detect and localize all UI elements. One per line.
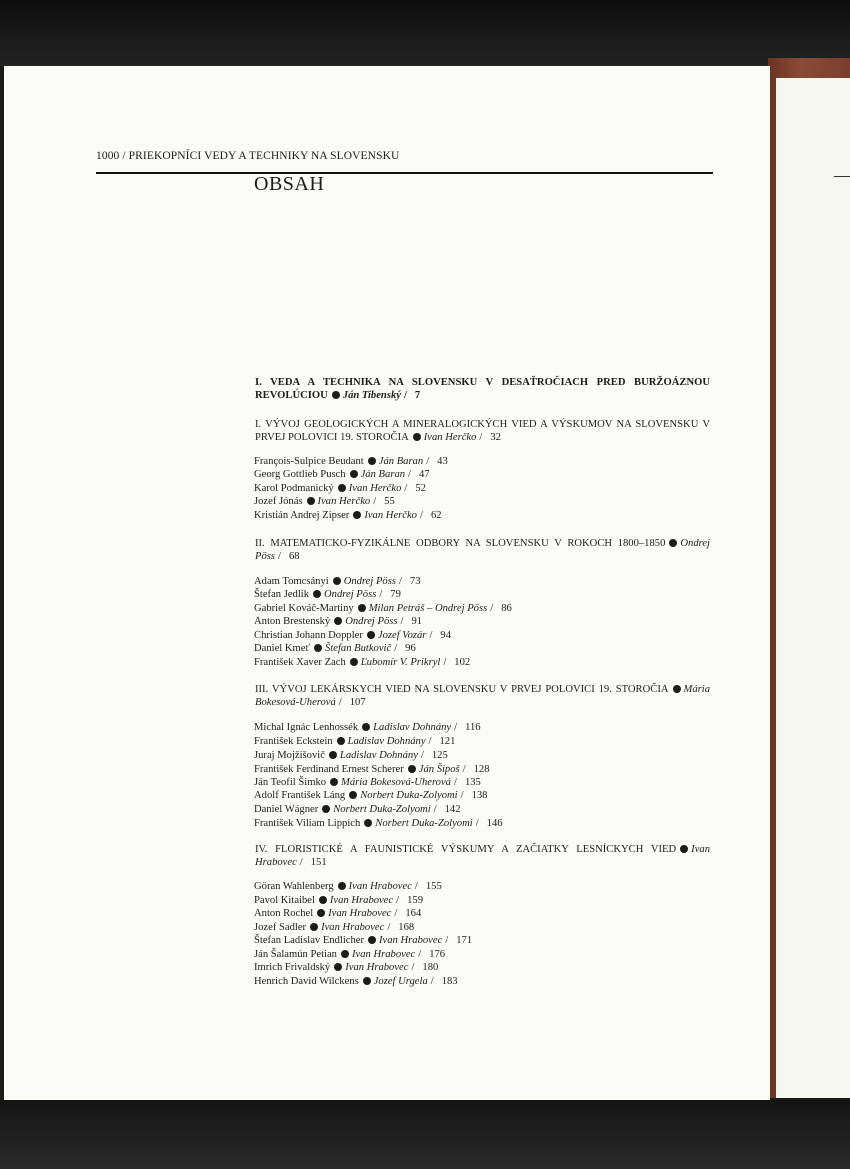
toc-entry-name: François-Sulpice Beudant bbox=[254, 456, 364, 467]
bullet-icon bbox=[310, 923, 318, 931]
toc-entry-name: Štefan Ladislav Endlicher bbox=[254, 935, 365, 946]
scan-background-bottom bbox=[0, 1100, 850, 1169]
toc-slash: / bbox=[490, 603, 494, 614]
toc-slash: / bbox=[475, 818, 479, 829]
toc-author: Jozef Urgela bbox=[373, 976, 428, 987]
toc-entry bbox=[254, 722, 481, 733]
bullet-icon bbox=[669, 539, 677, 547]
bullet-icon bbox=[313, 590, 321, 598]
toc-slash: / bbox=[396, 895, 400, 906]
toc-slash: / bbox=[420, 750, 424, 761]
toc-section-title: I. VÝVOJ GEOLOGICKÝCH A MINERALOGICKÝCH VIED A VÝSKUMOV NA SLOVENSKU V PRVEJ POLOVICI 19. STOROČIA bbox=[255, 419, 710, 444]
toc-slash: / bbox=[418, 949, 422, 960]
toc-page-number: 102 bbox=[454, 657, 471, 668]
toc-entry-name: Ján Teofil Šimko bbox=[254, 777, 327, 788]
bullet-icon bbox=[673, 685, 681, 693]
toc-entry-name: Göran Wahlenberg bbox=[254, 881, 334, 892]
toc-entry bbox=[254, 616, 422, 627]
toc-author: Ivan Herčko bbox=[317, 496, 371, 507]
toc-page-number: 183 bbox=[441, 976, 458, 987]
bullet-icon bbox=[358, 604, 366, 612]
toc-entry-name: Anton Brestenský bbox=[254, 616, 331, 627]
toc-slash: / bbox=[338, 697, 342, 709]
toc-page-number: 73 bbox=[409, 576, 421, 587]
toc-section-title: II. MATEMATICKO-FYZIKÁLNE ODBORY NA SLOVENSKU V ROKOCH 1800–1850 bbox=[255, 538, 666, 549]
toc-page-number: 86 bbox=[501, 603, 512, 614]
toc-slash: / bbox=[373, 496, 377, 507]
bullet-icon bbox=[368, 457, 376, 465]
running-head: 1000 / PRIEKOPNÍCI VEDY A TECHNIKY NA SLOVENSKU bbox=[96, 150, 400, 162]
toc-page-number: 146 bbox=[486, 818, 503, 829]
bullet-icon bbox=[368, 936, 376, 944]
toc-page-number: 96 bbox=[405, 643, 416, 654]
bullet-icon bbox=[338, 882, 346, 890]
toc-author: Ivan Herčko bbox=[348, 483, 402, 494]
toc-entry-name: Daniel Wágner bbox=[254, 804, 319, 815]
toc-slash: / bbox=[278, 551, 281, 563]
toc-author: Ivan Hrabovec bbox=[329, 895, 394, 906]
toc-page-number: 7 bbox=[414, 390, 421, 402]
toc-author: Mária Bokesová-Uherová bbox=[341, 777, 451, 788]
toc-page-number: 159 bbox=[407, 895, 423, 906]
toc-page-number: 68 bbox=[288, 551, 300, 563]
toc-author: Ladislav Dohnány bbox=[373, 722, 452, 733]
toc-entry bbox=[254, 589, 401, 600]
toc-page-number: 79 bbox=[390, 589, 401, 600]
toc-entry-name: František Viliam Lippich bbox=[254, 818, 361, 829]
toc-entry bbox=[254, 922, 414, 933]
toc-author: Ondrej Pöss bbox=[343, 576, 396, 587]
toc-author: Ján Baran bbox=[360, 469, 406, 480]
toc-entry bbox=[254, 736, 455, 747]
toc-slash: / bbox=[394, 908, 398, 919]
toc-section-title: I. VEDA A TECHNIKA NA SLOVENSKU V DESAŤROČIACH PRED BURŽOÁZNOU REVOLÚCIOU bbox=[255, 377, 710, 402]
bullet-icon bbox=[408, 765, 416, 773]
toc-entry-name: Kristián Andrej Zipser bbox=[254, 510, 350, 521]
toc-slash: / bbox=[299, 857, 303, 869]
toc-entry bbox=[254, 935, 472, 946]
header-rule bbox=[96, 172, 713, 174]
toc-entry-name: Jozef Jónás bbox=[254, 496, 303, 507]
toc-page-number: 62 bbox=[430, 510, 442, 521]
toc-author: Ivan Hrabovec bbox=[255, 844, 710, 869]
toc-entry-name: Pavol Kitaibel bbox=[254, 895, 315, 906]
toc-slash: / bbox=[419, 510, 423, 521]
toc-slash: / bbox=[453, 777, 457, 788]
toc-entry bbox=[254, 469, 430, 480]
toc-entry-name: Georg Gottlieb Pusch bbox=[254, 469, 346, 480]
toc-entry-name: Daniel Kmeť bbox=[254, 643, 311, 654]
toc-page-number: 138 bbox=[471, 790, 488, 801]
bullet-icon bbox=[350, 470, 358, 478]
toc-page-number: 151 bbox=[310, 857, 327, 869]
toc-page-number: 107 bbox=[349, 697, 366, 709]
toc-section-title: III. VÝVOJ LEKÁRSKYCH VIED NA SLOVENSKU V PRVEJ POLOVICI 19. STOROČIA bbox=[255, 684, 669, 695]
bullet-icon bbox=[307, 497, 315, 505]
toc-entry-name: Anton Rochel bbox=[254, 908, 314, 919]
toc-entry-name: Christian Johann Doppler bbox=[254, 630, 363, 641]
toc-entry bbox=[254, 456, 448, 467]
toc-entry bbox=[254, 657, 470, 668]
toc-page-number: 180 bbox=[422, 962, 439, 973]
facing-page-edge bbox=[776, 78, 850, 1098]
bullet-icon bbox=[317, 909, 325, 917]
toc-slash: / bbox=[479, 432, 483, 444]
toc-author: Mária Bokesová-Uherová bbox=[255, 684, 710, 709]
toc-page-number: 55 bbox=[384, 496, 395, 507]
toc-author: Štefan Butkovič bbox=[325, 643, 392, 654]
toc-author: Norbert Duka-Zolyomi bbox=[375, 818, 473, 829]
bullet-icon bbox=[362, 723, 370, 731]
toc-entry-name: Imrich Frivaldský bbox=[254, 962, 331, 973]
toc-entry-name: Adolf František Láng bbox=[254, 790, 346, 801]
toc-page-number: 43 bbox=[437, 456, 448, 467]
toc-entry bbox=[254, 976, 458, 987]
toc-author: Ivan Herčko bbox=[423, 432, 477, 444]
toc-slash: / bbox=[414, 881, 418, 892]
bullet-icon bbox=[349, 791, 357, 799]
toc-section-heading bbox=[255, 418, 710, 445]
toc-page-number: 155 bbox=[425, 881, 442, 892]
toc-page-number: 171 bbox=[456, 935, 473, 946]
toc-slash: / bbox=[408, 469, 411, 480]
toc-entry bbox=[254, 496, 395, 507]
toc-page-number: 47 bbox=[419, 469, 430, 480]
bullet-icon bbox=[330, 778, 338, 786]
toc-entry-name: František Ferdinand Ernest Scherer bbox=[254, 764, 404, 775]
toc-slash: / bbox=[430, 976, 434, 987]
toc-section-heading bbox=[255, 683, 710, 710]
toc-author: Milan Petráš – Ondrej Pöss bbox=[368, 603, 488, 614]
toc-entry bbox=[254, 949, 445, 960]
toc-entry bbox=[254, 603, 512, 614]
toc-entry bbox=[254, 630, 451, 641]
toc-section-heading bbox=[255, 537, 710, 564]
toc-entry bbox=[254, 764, 490, 775]
toc-slash: / bbox=[429, 630, 433, 641]
toc-page-number: 125 bbox=[431, 750, 448, 761]
toc-author: Ivan Hrabovec bbox=[348, 881, 412, 892]
bullet-icon bbox=[350, 658, 358, 666]
toc-page-number: 128 bbox=[473, 764, 490, 775]
bullet-icon bbox=[314, 644, 322, 652]
toc-page-number: 135 bbox=[464, 777, 481, 788]
toc-entry-name: František Eckstein bbox=[254, 736, 333, 747]
toc-entry-name: Michal Ignác Lenhossék bbox=[254, 722, 359, 733]
bullet-icon bbox=[353, 511, 361, 519]
bullet-icon bbox=[329, 751, 337, 759]
toc-author: Ján Šipoš bbox=[418, 764, 460, 775]
toc-page-number: 116 bbox=[465, 722, 481, 733]
bullet-icon bbox=[322, 805, 330, 813]
toc-entry bbox=[254, 750, 448, 761]
scan-background-top bbox=[0, 0, 850, 66]
toc-author: Ján Tibenský bbox=[342, 390, 401, 402]
toc-author: Ivan Hrabovec bbox=[345, 962, 409, 973]
toc-page-number: 176 bbox=[429, 949, 446, 960]
toc-author: Ondrej Pöss bbox=[345, 616, 398, 627]
toc-author: Ján Baran bbox=[378, 456, 424, 467]
toc-slash: / bbox=[387, 922, 391, 933]
toc-author: Ivan Hrabovec bbox=[328, 908, 392, 919]
toc-entry bbox=[254, 818, 503, 829]
toc-author: Ivan Herčko bbox=[364, 510, 417, 521]
toc-author: Ladislav Dohnány bbox=[347, 736, 426, 747]
toc-entry bbox=[254, 895, 423, 906]
toc-author: Ondrej Pöss bbox=[255, 538, 710, 563]
toc-slash: / bbox=[454, 722, 458, 733]
toc-entry bbox=[254, 804, 460, 815]
toc-slash: / bbox=[428, 736, 432, 747]
toc-slash: / bbox=[411, 962, 415, 973]
toc-entry-name: Ján Šalamún Petian bbox=[254, 949, 337, 960]
toc-author: Ivan Hrabovec bbox=[321, 922, 385, 933]
bullet-icon bbox=[364, 819, 372, 827]
toc-slash: / bbox=[426, 456, 430, 467]
toc-entry bbox=[254, 881, 442, 892]
toc-author: Ladislav Dohnány bbox=[339, 750, 418, 761]
toc-entry-name: Henrich David Wilckens bbox=[254, 976, 359, 987]
toc-author: Ivan Hrabovec bbox=[351, 949, 416, 960]
toc-entry-name: Adam Tomcsányi bbox=[254, 576, 329, 587]
toc-entry bbox=[254, 790, 487, 801]
toc-slash: / bbox=[394, 643, 398, 654]
toc-page-number: 32 bbox=[490, 432, 501, 444]
toc-author: Ivan Hrabovec bbox=[379, 935, 443, 946]
bullet-icon bbox=[338, 484, 346, 492]
bullet-icon bbox=[413, 433, 421, 441]
toc-author: Ľubomír V. Prikryl bbox=[360, 657, 441, 668]
bullet-icon bbox=[337, 737, 345, 745]
toc-entry-name: Juraj Mojžišovič bbox=[254, 750, 325, 761]
bullet-icon bbox=[680, 845, 688, 853]
toc-entry bbox=[254, 510, 442, 521]
toc-entry bbox=[254, 576, 421, 587]
toc-entry-name: Jozef Sadler bbox=[254, 922, 307, 933]
toc-page-number: 164 bbox=[405, 908, 422, 919]
toc-entry bbox=[254, 908, 421, 919]
toc-page-number: 121 bbox=[439, 736, 456, 747]
toc-slash: / bbox=[433, 804, 437, 815]
bullet-icon bbox=[341, 950, 349, 958]
toc-slash: / bbox=[400, 616, 404, 627]
toc-entry-name: Gabriel Kováč-Martiny bbox=[254, 603, 354, 614]
toc-entry bbox=[254, 483, 426, 494]
toc-slash: / bbox=[404, 483, 408, 494]
facing-page-rule bbox=[834, 176, 850, 177]
toc-section-title: IV. FLORISTICKÉ A FAUNISTICKÉ VÝSKUMY A ZAČIATKY LESNÍCKYCH VIED bbox=[255, 844, 677, 855]
toc-section-heading bbox=[255, 376, 710, 403]
toc-entry bbox=[254, 777, 481, 788]
bullet-icon bbox=[334, 617, 342, 625]
toc-slash: / bbox=[460, 790, 464, 801]
toc-page-number: 52 bbox=[415, 483, 426, 494]
toc-slash: / bbox=[443, 657, 447, 668]
bullet-icon bbox=[333, 577, 341, 585]
toc-page-number: 91 bbox=[411, 616, 423, 627]
toc-entry-name: František Xaver Zach bbox=[254, 657, 346, 668]
toc-entry-name: Karol Podmanický bbox=[254, 483, 334, 494]
toc-section-heading bbox=[255, 843, 710, 870]
toc-page-number: 168 bbox=[398, 922, 415, 933]
toc-slash: / bbox=[398, 576, 402, 587]
toc-entry-name: Štefan Jedlik bbox=[254, 589, 310, 600]
toc-slash: / bbox=[445, 935, 449, 946]
toc-slash: / bbox=[462, 764, 466, 775]
page-title: OBSAH bbox=[254, 173, 325, 195]
toc-page-number: 142 bbox=[444, 804, 461, 815]
toc-slash: / bbox=[379, 589, 383, 600]
bullet-icon bbox=[367, 631, 375, 639]
toc-author: Norbert Duka-Zolyomi bbox=[360, 790, 458, 801]
toc-author: Norbert Duka-Zolyomi bbox=[333, 804, 431, 815]
toc-slash: / bbox=[403, 390, 407, 402]
toc-entry bbox=[254, 643, 416, 654]
bullet-icon bbox=[319, 896, 327, 904]
bullet-icon bbox=[332, 391, 340, 399]
toc-author: Jozef Vozár bbox=[377, 630, 427, 641]
toc-entry bbox=[254, 962, 438, 973]
toc-author: Ondrej Pöss bbox=[324, 589, 377, 600]
bullet-icon bbox=[363, 977, 371, 985]
toc-page-number: 94 bbox=[440, 630, 451, 641]
bullet-icon bbox=[334, 963, 342, 971]
